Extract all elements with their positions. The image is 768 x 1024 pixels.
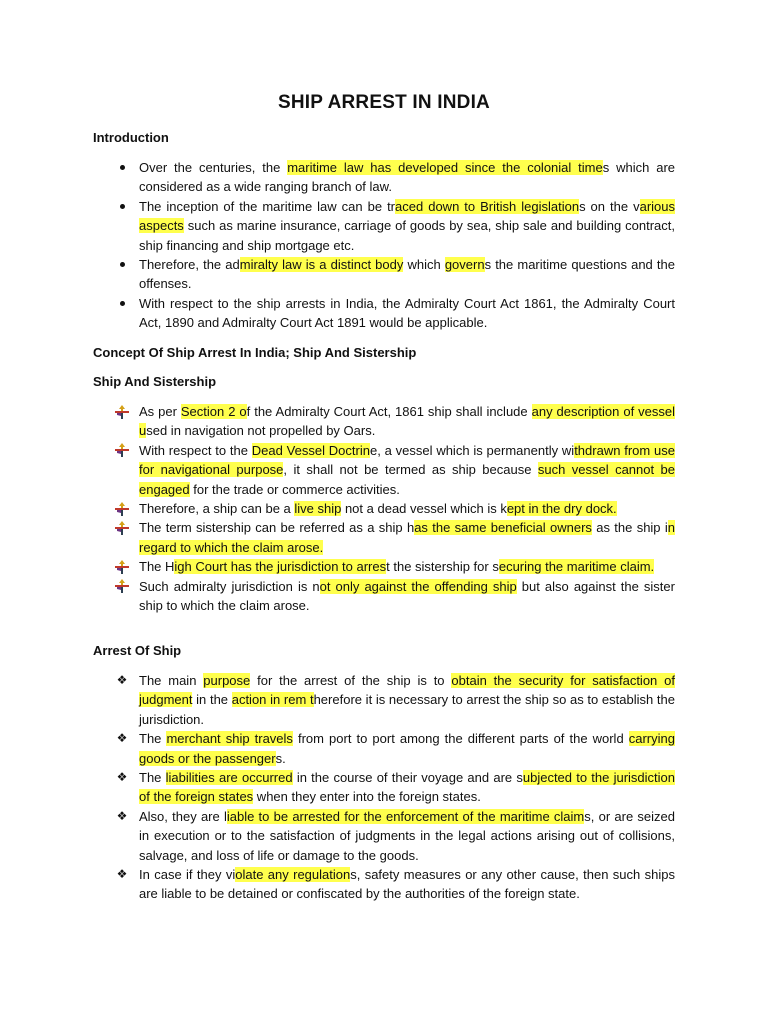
sistership-heading: Ship And Sistership — [93, 374, 217, 389]
text-run: not a dead vessel which is k — [341, 501, 507, 517]
list-item — [0, 441, 675, 499]
highlighted-text: miralty law is a distinct body — [239, 257, 404, 273]
list-item — [0, 255, 675, 294]
highlighted-text: ept in the dry dock. — [506, 501, 617, 517]
list-item — [0, 729, 675, 768]
bullet-dot-icon — [115, 255, 129, 274]
pointing-hand-arrow-icon — [115, 577, 129, 596]
highlighted-text: obtain the security for satisfaction of judgment — [139, 673, 675, 708]
text-run: which — [403, 257, 445, 273]
list-item — [0, 294, 675, 333]
highlighted-text: govern — [444, 257, 485, 273]
text-run: such as marine insurance, carriage of goods by sea, ship sale and building contract, ship financing and ship mortgage etc. — [139, 218, 675, 253]
text-run: As per — [139, 404, 181, 419]
highlighted-text: n regard to which the claim arose. — [139, 520, 675, 555]
highlighted-text: maritime law has developed since the colonial time — [287, 160, 603, 175]
text-run: e, a vessel which is permanently wi — [369, 442, 575, 458]
arrest-list — [0, 671, 675, 904]
text-run: s, or are seized in execution or to the satisfaction of judgments in the legal actions arising out of collisions, salvage, and loss of life or damage to the goods. — [139, 808, 675, 863]
text-run: Such admiralty jurisdiction is n — [139, 578, 320, 594]
text-run: for the trade or commerce activities. — [189, 481, 400, 497]
list-item — [0, 577, 675, 616]
text-run: for the arrest of the ship is to — [250, 673, 452, 688]
text-run: s on the v — [579, 198, 640, 214]
page-title: SHIP ARREST IN INDIA — [278, 92, 490, 113]
text-run: in the course of their voyage and are s — [292, 770, 523, 786]
text-run: s. — [275, 750, 286, 766]
list-item — [0, 807, 675, 865]
highlighted-text: any description of vessel u — [139, 404, 676, 439]
highlighted-text: liabilities are occurred — [165, 770, 293, 786]
highlighted-text: olate any regulation — [235, 867, 351, 883]
four-diamond-icon: ❖ — [116, 808, 128, 823]
text-run: With respect to the — [139, 442, 252, 458]
text-run: With respect to the ship arrests in India, the Admiralty Court Act 1861, the Admiralty Court Act, 1890 and Admiralty Court Act 1891 would be applicable. — [139, 295, 675, 331]
text-run: f the Admiralty Court Act, 1861 ship shall include — [246, 404, 532, 419]
text-run: when they enter into the foreign states. — [253, 789, 481, 805]
pointing-hand-arrow-icon — [115, 518, 129, 537]
text-run: , it shall not be termed as ship because — [283, 462, 538, 478]
text-run: sed in navigation not propelled by Oars. — [146, 423, 376, 439]
highlighted-text: iable to be arrested for the enforcement of the maritime claim — [226, 808, 585, 824]
text-run: Therefore, a ship can be a — [139, 501, 295, 517]
highlighted-text: ubjected to the jurisdiction of the foreign states — [139, 770, 676, 805]
highlighted-text: aced down to British legislation — [395, 198, 580, 214]
pointing-hand-arrow-icon — [115, 402, 129, 421]
text-run: Therefore, the ad — [139, 257, 240, 273]
list-item — [0, 402, 675, 441]
bullet-dot-icon — [115, 197, 129, 216]
list-item — [0, 768, 675, 807]
pointing-hand-arrow-icon — [115, 499, 129, 518]
text-run: s the maritime questions and the offenses. — [139, 257, 675, 292]
highlighted-text: such vessel cannot be engaged — [139, 462, 675, 497]
list-item — [0, 499, 675, 518]
text-run: The main — [139, 673, 204, 688]
list-item — [0, 197, 675, 255]
highlighted-text: live ship — [294, 501, 342, 517]
introduction-heading: Introduction — [93, 130, 169, 145]
text-run: t the sistership for s — [386, 559, 499, 575]
list-item — [0, 518, 675, 557]
text-run: Over the centuries, the — [139, 160, 288, 175]
highlighted-text: as the same beneficial owners — [414, 520, 592, 536]
sistership-list — [0, 402, 675, 615]
text-run: herefore it is necessary to arrest the ship so as to establish the jurisdiction. — [139, 692, 675, 727]
highlighted-text: arious aspects — [139, 198, 676, 234]
text-run: Also, they are l — [139, 808, 227, 824]
highlighted-text: ecuring the maritime claim. — [498, 559, 655, 575]
four-diamond-icon: ❖ — [116, 867, 128, 882]
highlighted-text: purpose — [203, 673, 251, 688]
text-run: The term sistership can be referred as a ship h — [139, 520, 415, 536]
highlighted-text: Dead Vessel Doctrin — [251, 442, 370, 458]
highlighted-text: igh Court has the jurisdiction to arres — [174, 559, 387, 575]
highlighted-text: Section 2 o — [180, 404, 247, 419]
concept-heading: Concept Of Ship Arrest In India; Ship And Sistership — [93, 345, 417, 360]
four-diamond-icon: ❖ — [116, 673, 128, 687]
text-run: The inception of the maritime law can be tr — [139, 198, 396, 214]
pointing-hand-arrow-icon — [115, 441, 129, 460]
list-item — [0, 865, 675, 904]
text-run: s which are considered as a wide ranging branch of law. — [139, 160, 676, 195]
highlighted-text: merchant ship travels — [166, 731, 293, 747]
text-run: In case if they vi — [139, 867, 236, 883]
text-run: from port to port among the different parts of the world — [292, 731, 629, 747]
text-run: but also against the sister ship to which the claim arose. — [139, 578, 675, 614]
list-item — [0, 158, 675, 197]
text-run: as the ship i — [591, 520, 668, 536]
list-item — [0, 671, 675, 729]
pointing-hand-arrow-icon — [115, 557, 129, 576]
bullet-dot-icon — [115, 158, 129, 177]
highlighted-text: carrying goods or the passenger — [139, 731, 675, 766]
text-run: The — [139, 731, 167, 747]
text-run: The — [139, 770, 166, 786]
four-diamond-icon: ❖ — [116, 770, 128, 785]
introduction-list — [0, 158, 675, 333]
highlighted-text: action in rem t — [231, 692, 314, 708]
highlighted-text: ot only against the offending ship — [319, 578, 517, 594]
text-run: in the — [192, 692, 232, 708]
list-item — [0, 557, 675, 576]
bullet-dot-icon — [115, 294, 129, 313]
highlighted-text: thdrawn from use for navigational purpose — [139, 442, 676, 478]
text-run: The H — [139, 559, 175, 575]
four-diamond-icon: ❖ — [116, 731, 128, 746]
text-run: s, safety measures or any other cause, then such ships are liable to be detained or confiscated by the authorities of the foreign state. — [139, 867, 675, 902]
arrest-heading: Arrest Of Ship — [93, 643, 182, 658]
